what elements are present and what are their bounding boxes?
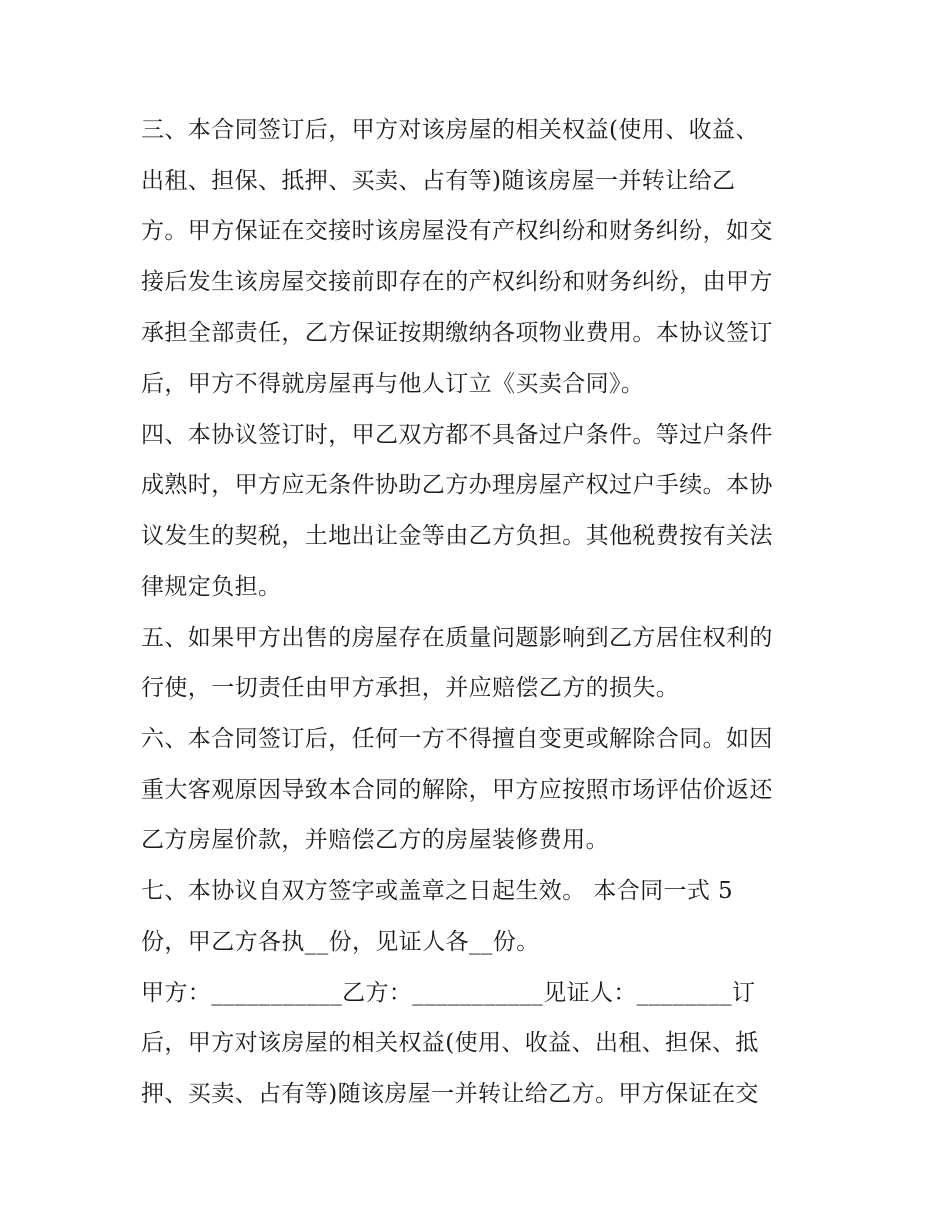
- text-line: 成熟时，甲方应无条件协助乙方办理房屋产权过户手续。本协: [141, 472, 773, 498]
- text-line: 押、买卖、占有等)随该房屋一并转让给乙方。甲方保证在交: [141, 1081, 759, 1107]
- text-line: 行使，一切责任由甲方承担，并应赔偿乙方的损失。: [141, 675, 680, 701]
- text-line: 后，甲方不得就房屋再与他人订立《买卖合同》。: [141, 371, 645, 397]
- text-line: 重大客观原因导致本合同的解除，甲方应按照市场评估价返还: [141, 777, 773, 803]
- text-line: 方。甲方保证在交接时该房屋没有产权纠纷和财务纠纷，如交: [141, 218, 773, 244]
- text-line: 五、如果甲方出售的房屋存在质量问题影响到乙方居住权利的: [141, 625, 773, 651]
- text-line: 份，甲乙方各执__份，见证人各__份。: [141, 929, 540, 955]
- text-line: 后，甲方对该房屋的相关权益(使用、收益、出租、担保、抵: [141, 1030, 759, 1056]
- text-line: 接后发生该房屋交接前即存在的产权纠纷和财务纠纷，由甲方: [141, 269, 773, 295]
- text-line: 乙方房屋价款，并赔偿乙方的房屋装修费用。: [141, 827, 609, 853]
- text-line: 承担全部责任，乙方保证按期缴纳各项物业费用。本协议签订: [141, 320, 773, 346]
- text-line: 律规定负担。: [141, 574, 282, 600]
- text-line: 六、本合同签订后，任何一方不得擅自变更或解除合同。如因: [141, 726, 773, 752]
- text-line: 议发生的契税，土地出让金等由乙方负担。其他税费按有关法: [141, 523, 773, 549]
- text-line: 三、本合同签订后，甲方对该房屋的相关权益(使用、收益、: [141, 117, 759, 143]
- text-line: 出租、担保、抵押、买卖、占有等)随该房屋一并转让给乙: [141, 168, 736, 194]
- text-line: 甲方：___________乙方：___________见证人：________订: [141, 980, 756, 1006]
- text-line: 四、本协议签订时，甲乙双方都不具备过户条件。等过户条件: [141, 422, 773, 448]
- text-line: 七、本协议自双方签字或盖章之日起生效。 本合同一式 5: [141, 878, 734, 904]
